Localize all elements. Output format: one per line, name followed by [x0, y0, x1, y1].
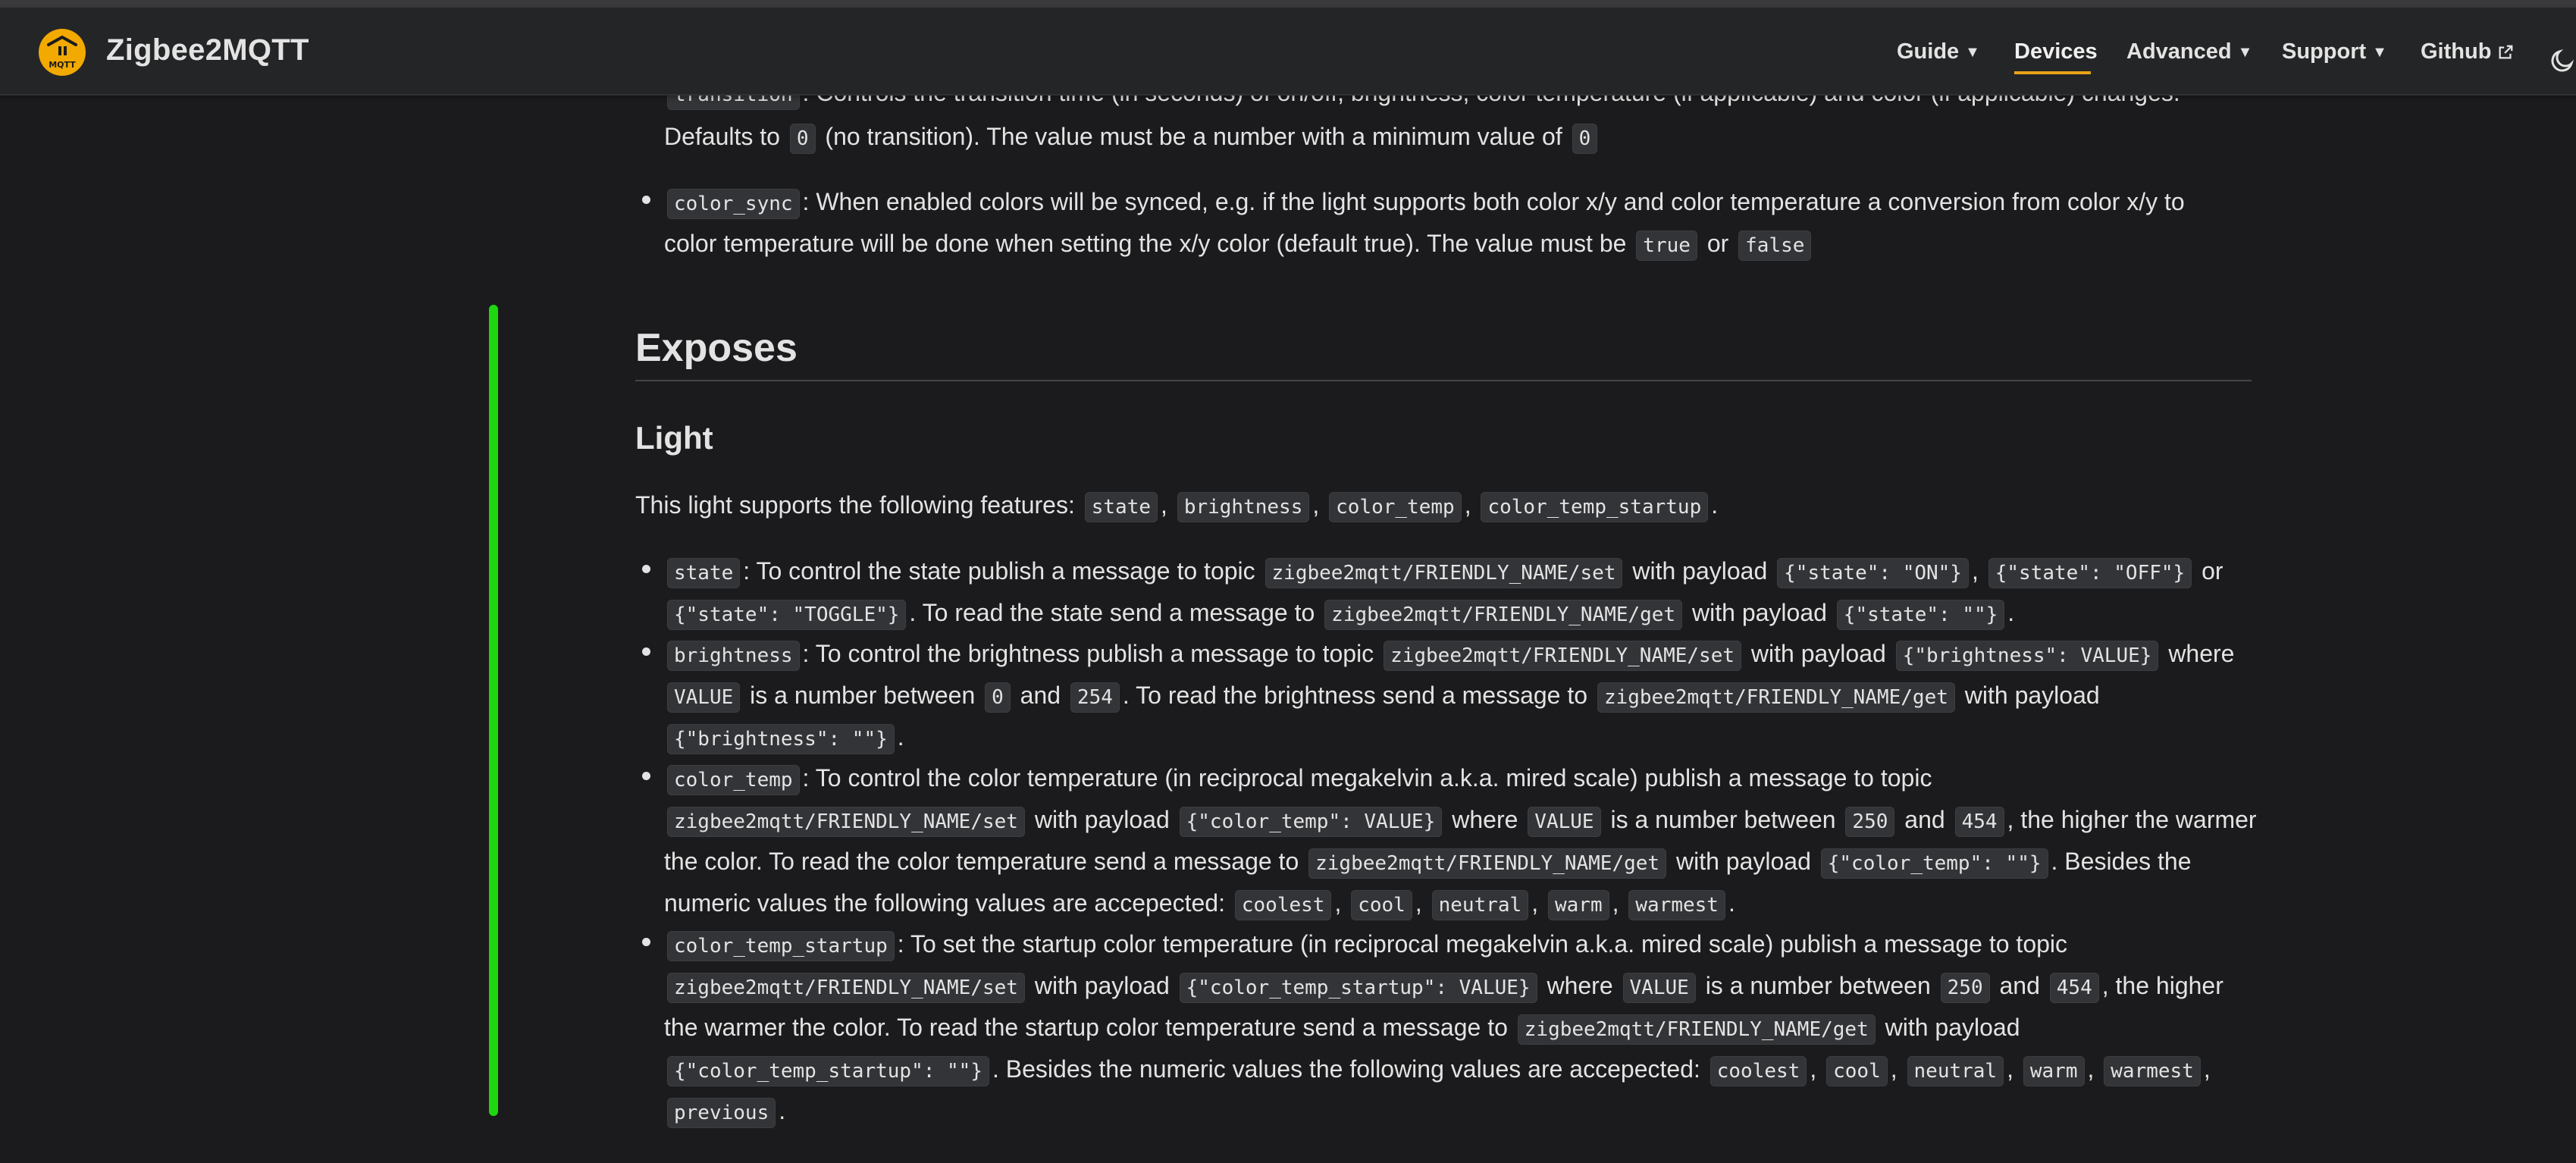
true-code: true	[1636, 230, 1697, 261]
cts-read-text: the warmer the color. To read the startup color temperature send a message to	[664, 1014, 1508, 1041]
with-payload-text: with payload	[1034, 972, 1170, 999]
color-temp-line2	[664, 804, 2257, 837]
nav-guide-label: Guide	[1897, 39, 1960, 64]
brightness-line3: {"brightness": ""} .	[664, 722, 904, 754]
where-text: where	[1452, 806, 1518, 833]
preset-warm: warm	[1548, 890, 1609, 920]
cts-line5: previous .	[664, 1096, 785, 1128]
and-text: and	[1020, 682, 1061, 709]
value-code: VALUE	[1528, 807, 1600, 837]
color-sync-desc: : When enabled colors will be synced, e.g. if the light supports both color x/y and color temperature a conversion from color x/y to	[802, 188, 2185, 215]
caret-down-icon: ▼	[2372, 44, 2387, 61]
nav-advanced-label: Advanced	[2126, 39, 2232, 64]
cts-max-code: 454	[2050, 973, 2099, 1003]
get-topic-code: zigbee2mqtt/FRIENDLY_NAME/get	[1518, 1014, 1876, 1045]
state-code: state	[667, 558, 740, 588]
color-sync-line1	[664, 187, 2185, 219]
cts-get-payload: {"color_temp_startup": ""}	[667, 1056, 989, 1086]
color-temp-get-payload: {"color_temp": ""}	[1821, 848, 2048, 879]
bullet-dot	[642, 938, 650, 946]
transition-min-code: 0	[1572, 124, 1598, 154]
with-payload-text: with payload	[1750, 640, 1886, 667]
state-read-text: . To read the state send a message to	[909, 599, 1315, 626]
color-temp-line3	[664, 846, 2192, 879]
state-line1: state : To control the state publish a message to topic zigbee2mqtt/FRIENDLY_NAME/set with payload {"state": "ON"} , {"state": "OFF"} or	[664, 556, 2223, 588]
set-topic-code: zigbee2mqtt/FRIENDLY_NAME/set	[667, 807, 1025, 837]
bullet-dot	[642, 647, 650, 656]
cts-text: : To set the startup color temperature (in reciprocal megakelvin a.k.a. mired scale) publish a message to topic	[897, 930, 2068, 958]
cts-set-payload: {"color_temp_startup": VALUE}	[1180, 973, 1537, 1003]
where-text: where	[2168, 640, 2235, 667]
color-temp-read-text: the color. To read the color temperature send a message to	[664, 848, 1299, 875]
exposes-heading[interactable]: Exposes	[635, 326, 798, 370]
value-code: VALUE	[667, 682, 740, 713]
features-intro: This light supports the following features: state , brightness , color_temp , color_temp_startup .	[635, 490, 1718, 522]
preset-neutral: neutral	[1432, 890, 1529, 920]
brightness-line1	[664, 638, 2234, 671]
preset-cool: cool	[1351, 890, 1412, 920]
bullet-dot	[642, 565, 650, 573]
preset-neutral: neutral	[1907, 1056, 2004, 1086]
range-text: is a number between	[1610, 806, 1836, 833]
brightness-text: : To control the brightness publish a message to topic	[802, 640, 1374, 667]
brightness-code: brightness	[667, 641, 800, 671]
cts-line2	[664, 970, 2223, 1003]
state-text: : To control the state publish a message to topic	[743, 557, 1255, 585]
and-text: and	[1904, 806, 1945, 833]
browser-top-edge	[0, 0, 2576, 8]
color-temp-line1	[664, 763, 1932, 795]
light-subheading[interactable]: Light	[635, 420, 713, 456]
preset-previous: previous	[667, 1098, 776, 1128]
bullet-dot	[642, 196, 650, 204]
color-sync-code: color_sync	[667, 189, 800, 219]
with-payload-text: with payload	[1692, 599, 1827, 626]
accepted-values-text: numeric values the following values are accepected:	[664, 889, 1225, 917]
feature-code-state: state	[1085, 492, 1158, 522]
preset-coolest: coolest	[1235, 890, 1332, 920]
nav-guide[interactable]	[1897, 39, 1980, 64]
with-payload-text: with payload	[1675, 848, 1811, 875]
svg-text:MQTT: MQTT	[49, 60, 76, 70]
state-get-payload: {"state": ""}	[1837, 600, 2005, 630]
brightness-line2	[664, 680, 2100, 713]
warmer-text: , the higher the warmer	[2007, 806, 2257, 833]
preset-warm: warm	[2023, 1056, 2085, 1086]
color-temp-text: : To control the color temperature (in reciprocal megakelvin a.k.a. mired scale) publish a message to topic	[802, 764, 1932, 792]
features-intro-text: This light supports the following features:	[635, 491, 1075, 519]
external-link-icon	[2497, 44, 2514, 61]
with-payload-text: with payload	[1964, 682, 2100, 709]
docs-content	[0, 94, 2576, 1163]
set-topic-code: zigbee2mqtt/FRIENDLY_NAME/set	[1265, 558, 1623, 588]
color-temp-max-code: 454	[1955, 807, 2004, 837]
cts-line3	[664, 1012, 2020, 1045]
preset-warmest: warmest	[2104, 1056, 2201, 1086]
color-sync-line2	[664, 228, 1814, 261]
set-topic-code: zigbee2mqtt/FRIENDLY_NAME/set	[667, 973, 1025, 1003]
cts-line4: {"color_temp_startup": ""} . Besides the numeric values the following values are accepected: coolest , cool , neutral , warm , warmest ,	[664, 1054, 2211, 1086]
false-code: false	[1738, 230, 1811, 261]
accepted-values-text: . Besides the numeric values the following values are accepected:	[992, 1055, 1700, 1083]
zigbee2mqtt-logo-icon[interactable]	[38, 28, 86, 77]
value-code: VALUE	[1623, 973, 1696, 1003]
bullet-dot	[642, 772, 650, 780]
caret-down-icon: ▼	[2237, 44, 2253, 61]
nav-support[interactable]	[2282, 39, 2387, 64]
color-temp-line4: numeric values the following values are accepected: coolest , cool , neutral , warm , warmest .	[664, 888, 1735, 920]
dark-mode-toggle-icon[interactable]	[2549, 47, 2576, 74]
highlight-bar	[489, 305, 498, 1116]
feature-code-color-temp-startup: color_temp_startup	[1481, 492, 1708, 522]
site-title[interactable]: Zigbee2MQTT	[106, 33, 309, 67]
feature-code-brightness: brightness	[1177, 492, 1310, 522]
brightness-get-payload: {"brightness": ""}	[667, 724, 895, 754]
get-topic-code: zigbee2mqtt/FRIENDLY_NAME/get	[1308, 848, 1666, 879]
with-payload-text: with payload	[1034, 806, 1170, 833]
nav-github[interactable]	[2421, 39, 2514, 64]
heading-divider	[635, 380, 2252, 381]
preset-cool: cool	[1826, 1056, 1888, 1086]
state-toggle-payload: {"state": "TOGGLE"}	[667, 600, 906, 630]
transition-min-text: (no transition). The value must be a number with a minimum value of	[825, 123, 1562, 150]
state-line2: {"state": "TOGGLE"} . To read the state send a message to zigbee2mqtt/FRIENDLY_NAME/get with payload {"state": ""} .	[664, 597, 2014, 630]
color-sync-desc2: color temperature will be done when setting the x/y color (default true). The value must be	[664, 230, 1627, 257]
cts-line1	[664, 929, 2067, 961]
where-text: where	[1547, 972, 1613, 999]
and-text: and	[1999, 972, 2040, 999]
transition-default-code: 0	[790, 124, 816, 154]
brightness-set-payload: {"brightness": VALUE}	[1896, 641, 2159, 671]
color-temp-set-payload: {"color_temp": VALUE}	[1180, 807, 1443, 837]
feature-code-color-temp: color_temp	[1329, 492, 1462, 522]
color-temp-min-code: 250	[1845, 807, 1894, 837]
transition-option-line2	[664, 121, 1600, 154]
set-topic-code: zigbee2mqtt/FRIENDLY_NAME/set	[1384, 641, 1741, 671]
state-off-payload: {"state": "OFF"}	[1988, 558, 2192, 588]
state-on-payload: {"state": "ON"}	[1777, 558, 1969, 588]
brightness-min-code: 0	[985, 682, 1011, 713]
brightness-max-code: 254	[1070, 682, 1120, 713]
caret-down-icon: ▼	[1965, 44, 1980, 61]
nav-advanced[interactable]	[2126, 39, 2252, 64]
or-text: or	[2202, 557, 2223, 585]
transition-defaults-text: Defaults to	[664, 123, 780, 150]
preset-warmest: warmest	[1628, 890, 1725, 920]
nav-support-label: Support	[2282, 39, 2367, 64]
warmer-text: , the higher	[2101, 972, 2223, 999]
cts-min-code: 250	[1941, 973, 1990, 1003]
or-text: or	[1706, 230, 1729, 257]
with-payload-text: with payload	[1885, 1014, 2020, 1041]
brightness-read-text: . To read the brightness send a message to	[1122, 682, 1588, 709]
active-nav-indicator	[2014, 71, 2091, 74]
preset-coolest: coolest	[1710, 1056, 1807, 1086]
get-topic-code: zigbee2mqtt/FRIENDLY_NAME/get	[1324, 600, 1682, 630]
besides-text: . Besides the	[2051, 848, 2192, 875]
get-topic-code: zigbee2mqtt/FRIENDLY_NAME/get	[1597, 682, 1955, 713]
range-text: is a number between	[750, 682, 976, 709]
top-navbar	[0, 8, 2576, 96]
with-payload-text: with payload	[1632, 557, 1768, 585]
color-temp-code: color_temp	[667, 765, 800, 795]
color-temp-startup-code: color_temp_startup	[667, 931, 895, 961]
nav-github-label: Github	[2421, 39, 2492, 64]
range-text: is a number between	[1705, 972, 1931, 999]
nav-devices-label: Devices	[2014, 39, 2098, 64]
nav-devices[interactable]	[2014, 39, 2098, 64]
